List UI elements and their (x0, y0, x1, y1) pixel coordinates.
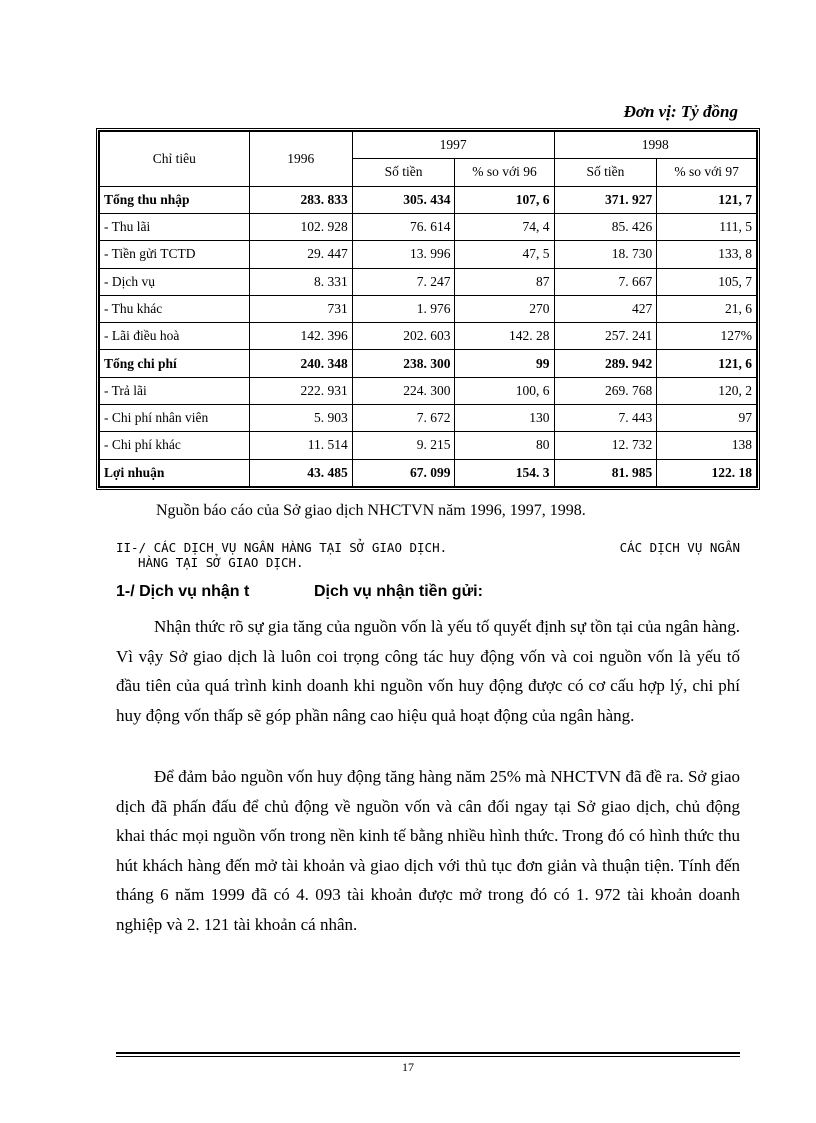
value-1997: 9. 215 (352, 432, 455, 459)
value-1996: 240. 348 (249, 350, 352, 377)
subheading-fragment: 1-/ Dịch vụ nhận t (116, 583, 250, 600)
financial-table-frame (96, 128, 760, 490)
pct-1997: 74, 4 (455, 213, 554, 240)
value-1998: 269. 768 (554, 377, 657, 404)
footer-rule-thin (116, 1056, 740, 1057)
pct-1997: 107, 6 (455, 186, 554, 213)
financial-table (99, 131, 757, 487)
pct-1998: 105, 7 (657, 268, 757, 295)
pct-1998: 121, 6 (657, 350, 757, 377)
value-1997: 7. 672 (352, 404, 455, 431)
value-1998: 289. 942 (554, 350, 657, 377)
pct-1997: 47, 5 (455, 241, 554, 268)
row-label: Lợi nhuận (100, 459, 250, 486)
page-number: 17 (402, 1060, 414, 1074)
pct-1998: 122. 18 (657, 459, 757, 486)
table-row (100, 377, 757, 404)
value-1996: 29. 447 (249, 241, 352, 268)
value-1998: 12. 732 (554, 432, 657, 459)
table-row (100, 213, 757, 240)
value-1998: 7. 443 (554, 404, 657, 431)
header-1996: 1996 (249, 132, 352, 187)
pct-1998: 121, 7 (657, 186, 757, 213)
value-1996: 5. 903 (249, 404, 352, 431)
value-1997: 67. 099 (352, 459, 455, 486)
table-row (100, 404, 757, 431)
table-row (100, 241, 757, 268)
header-1997-pct: % so với 96 (455, 159, 554, 186)
value-1997: 305. 434 (352, 186, 455, 213)
unit-label: Đơn vị: Tỷ đồng (623, 102, 738, 121)
row-label: - Tiền gửi TCTD (100, 241, 250, 268)
subheading (116, 583, 483, 601)
row-label: - Thu lãi (100, 213, 250, 240)
value-1998: 85. 426 (554, 213, 657, 240)
section-heading-right: CÁC DỊCH VỤ NGÂN (619, 540, 740, 555)
value-1997: 76. 614 (352, 213, 455, 240)
subheading-title: Dịch vụ nhận tiền gửi: (314, 583, 483, 600)
pct-1998: 120, 2 (657, 377, 757, 404)
table-row (100, 459, 757, 486)
header-indicator: Chỉ tiêu (100, 132, 250, 187)
pct-1998: 138 (657, 432, 757, 459)
pct-1998: 127% (657, 323, 757, 350)
row-label: - Thu khác (100, 295, 250, 322)
row-label: Tổng thu nhập (100, 186, 250, 213)
row-label: - Chi phí nhân viên (100, 404, 250, 431)
value-1996: 43. 485 (249, 459, 352, 486)
pct-1997: 99 (455, 350, 554, 377)
pct-1998: 97 (657, 404, 757, 431)
row-label: - Lãi điều hoà (100, 323, 250, 350)
pct-1998: 133, 8 (657, 241, 757, 268)
table-header-row (100, 132, 757, 159)
row-label: - Trả lãi (100, 377, 250, 404)
value-1996: 283. 833 (249, 186, 352, 213)
pct-1997: 154. 3 (455, 459, 554, 486)
table-row (100, 350, 757, 377)
table-row (100, 432, 757, 459)
section-heading-left: II-/ CÁC DỊCH VỤ NGÂN HÀNG TẠI SỞ GIAO DỊCH. (116, 540, 448, 555)
table-row (100, 268, 757, 295)
pct-1998: 111, 5 (657, 213, 757, 240)
header-1998: 1998 (554, 132, 756, 159)
table-row (100, 295, 757, 322)
value-1996: 102. 928 (249, 213, 352, 240)
section-heading-line2: HÀNG TẠI SỞ GIAO DỊCH. (138, 555, 304, 570)
value-1997: 13. 996 (352, 241, 455, 268)
value-1998: 257. 241 (554, 323, 657, 350)
section-heading (116, 540, 740, 570)
row-label: Tổng chi phí (100, 350, 250, 377)
value-1997: 238. 300 (352, 350, 455, 377)
value-1997: 202. 603 (352, 323, 455, 350)
table-row (100, 186, 757, 213)
header-1998-pct: % so với 97 (657, 159, 757, 186)
pct-1997: 80 (455, 432, 554, 459)
value-1998: 18. 730 (554, 241, 657, 268)
value-1998: 427 (554, 295, 657, 322)
table-row (100, 323, 757, 350)
value-1998: 371. 927 (554, 186, 657, 213)
row-label: - Dịch vụ (100, 268, 250, 295)
value-1996: 142. 396 (249, 323, 352, 350)
value-1996: 731 (249, 295, 352, 322)
pct-1997: 87 (455, 268, 554, 295)
footer-rule (116, 1052, 740, 1054)
header-1998-amount: Số tiền (554, 159, 657, 186)
value-1997: 1. 976 (352, 295, 455, 322)
value-1998: 7. 667 (554, 268, 657, 295)
value-1996: 222. 931 (249, 377, 352, 404)
pct-1997: 130 (455, 404, 554, 431)
header-1997-amount: Số tiền (352, 159, 455, 186)
row-label: - Chi phí khác (100, 432, 250, 459)
pct-1997: 100, 6 (455, 377, 554, 404)
paragraph-1: Nhận thức rõ sự gia tăng của nguồn vốn là yếu tố quyết định sự tồn tại của ngân hàng. Vì vậy Sở giao dịch là luôn coi trọng công tác huy động vốn và coi nguồn vốn là yếu tố đầu tiên của quá trình kinh doanh khi nguồn vốn huy động được có cơ cấu hợp lý, chi phí huy động vốn thấp sẽ góp phần nâng cao hiệu quả hoạt động của ngân hàng. (116, 617, 740, 725)
value-1996: 8. 331 (249, 268, 352, 295)
value-1997: 224. 300 (352, 377, 455, 404)
paragraph-2: Để đảm bảo nguồn vốn huy động tăng hàng năm 25% mà NHCTVN đã đề ra. Sở giao dịch đã phấn đấu để chủ động về nguồn vốn và cân đối ngay tại Sở giao dịch, chủ động khai thác mọi nguồn vốn trong nền kinh tế bằng nhiều hình thức. Trong đó có hình thức thu hút khách hàng đến mở tài khoản và giao dịch với thủ tục đơn giản và thuận tiện. Tính đến tháng 6 năm 1999 đã có 4. 093 tài khoản được mở trong đó có 1. 972 tài khoản doanh nghiệp và 2. 121 tài khoản cá nhân. (116, 767, 740, 934)
header-1997: 1997 (352, 132, 554, 159)
source-note: Nguồn báo cáo của Sở giao dịch NHCTVN năm 1996, 1997, 1998. (156, 502, 586, 519)
value-1997: 7. 247 (352, 268, 455, 295)
pct-1997: 270 (455, 295, 554, 322)
value-1996: 11. 514 (249, 432, 352, 459)
pct-1997: 142. 28 (455, 323, 554, 350)
value-1998: 81. 985 (554, 459, 657, 486)
pct-1998: 21, 6 (657, 295, 757, 322)
